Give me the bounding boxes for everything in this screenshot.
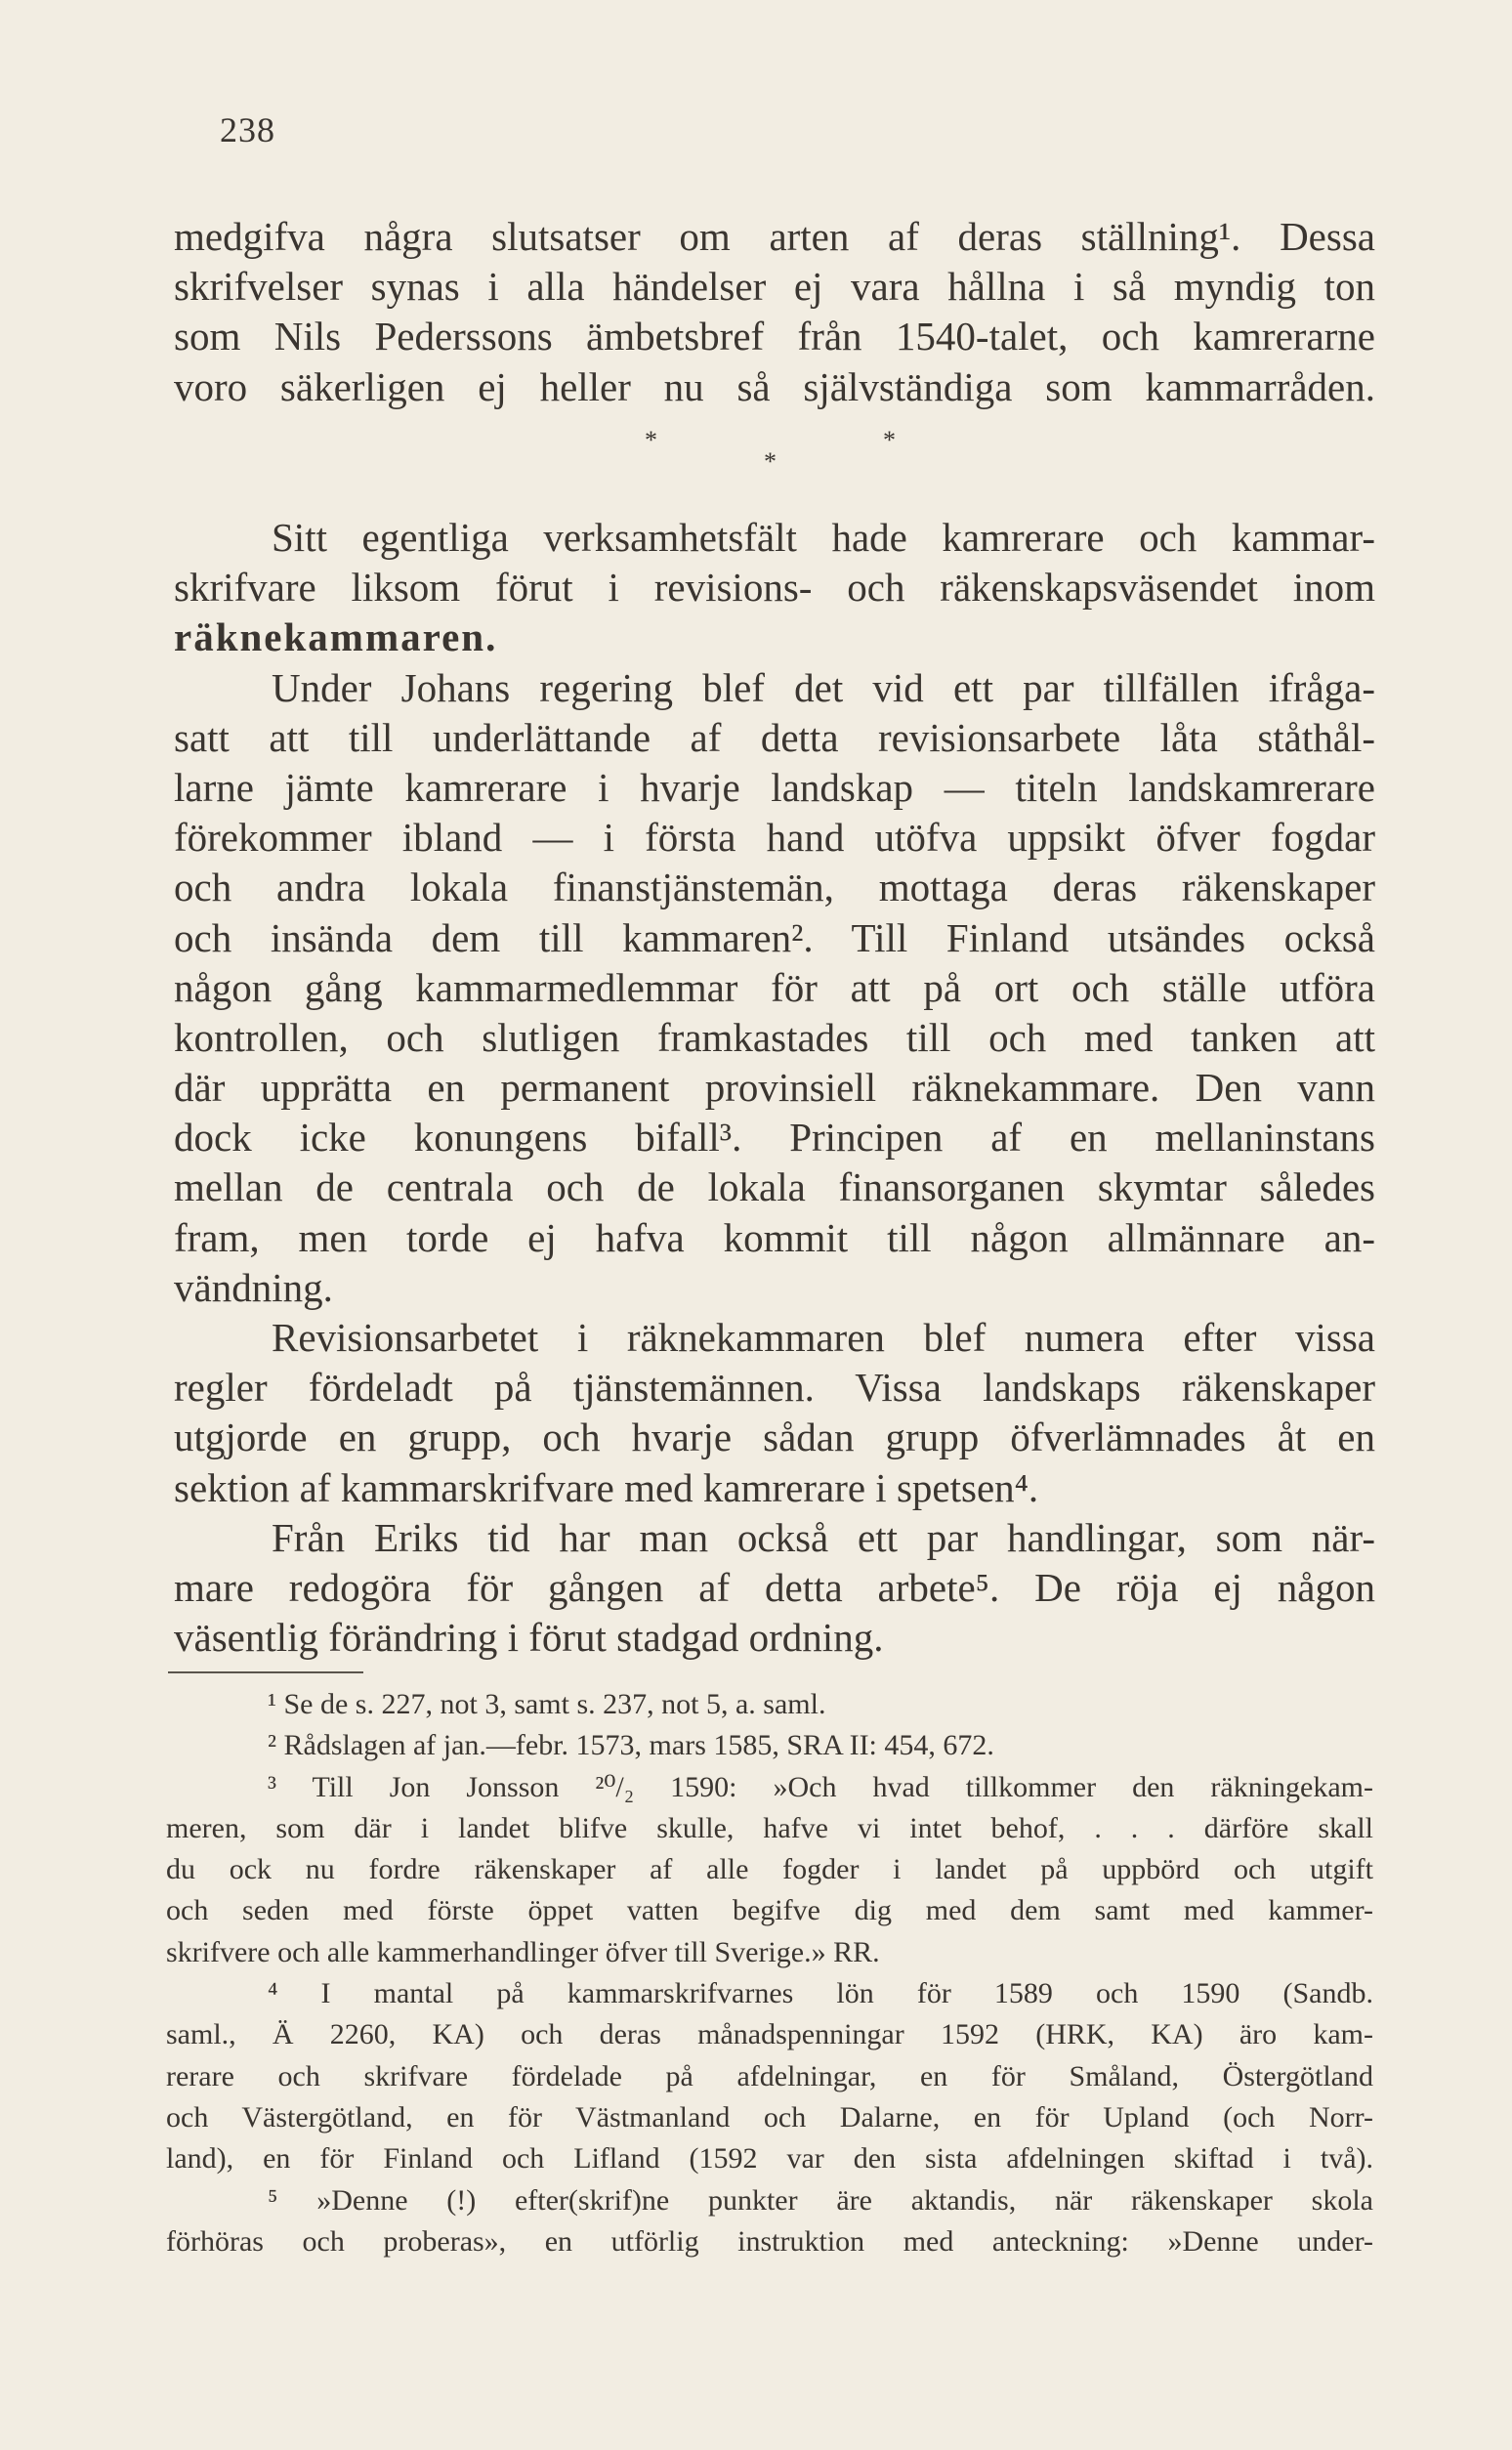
footnote-line: du ock nu fordre räkenskaper af alle fogder i landet på uppbörd och utgift bbox=[166, 1853, 1373, 1886]
text-line: larne jämte kamrerare i hvarje landskap — titeln landskamrerare bbox=[174, 764, 1375, 810]
footnote-line: meren, som där i landet blifve skulle, hafve vi intet behof, . . . därföre skall bbox=[166, 1811, 1373, 1844]
text-line: mellan de centrala och de lokala finansorganen skymtar således bbox=[174, 1164, 1375, 1210]
footnote-line: ⁵ »Denne (!) efter(skrif)ne punkter äre aktandis, när räkenskaper skola bbox=[268, 2183, 1373, 2217]
footnote-line: ⁴ I mantal på kammarskrifvarnes lön för 1589 och 1590 (Sandb. bbox=[268, 1977, 1373, 2010]
text-line: Sitt egentliga verksamhetsfält hade kamrerare och kammar- bbox=[272, 515, 1375, 560]
text-line: där upprätta en permanent provinsiell räknekammare. Den vann bbox=[174, 1065, 1375, 1111]
main-text-block-1 bbox=[174, 212, 1375, 412]
section-break-ornament bbox=[0, 426, 1512, 494]
text-line: och andra lokala finanstjänstemän, mottaga deras räkenskaper bbox=[174, 865, 1375, 910]
text-line: Från Eriks tid har man också ett par handlingar, som när- bbox=[272, 1514, 1375, 1560]
footnote-line: ³ Till Jon Jonsson ²⁰/₂ 1590: »Och hvad tillkommer den räkningekam- bbox=[268, 1770, 1373, 1803]
footnote-line: och Västergötland, en för Västmanland och Dalarne, en för Upland (och Norr- bbox=[166, 2100, 1373, 2133]
text-line: någon gång kammarmedlemmar för att på ort och ställe utföra bbox=[174, 964, 1375, 1010]
text-line: skrifvare liksom förut i revisions- och räkenskapsväsendet inom bbox=[174, 565, 1375, 611]
asterisk-icon: * bbox=[764, 447, 777, 476]
footnotes bbox=[166, 1684, 1373, 2262]
footnote-line: och seden med förste öppet vatten begifve dig med dem samt med kammer- bbox=[166, 1894, 1373, 1927]
text-line: satt att till underlättande af detta revisionsarbete låta ståthål- bbox=[174, 714, 1375, 760]
footnote-line: förhöras och proberas», en utförlig instruktion med anteckning: »Denne under- bbox=[166, 2224, 1373, 2258]
main-text-block-2 bbox=[174, 513, 1375, 1663]
text-line: sektion af kammarskrifvare med kamrerare i spetsen⁴. bbox=[174, 1464, 1039, 1510]
footnote-line: saml., Ä 2260, KA) och deras månadspenningar 1592 (HRK, KA) äro kam- bbox=[166, 2018, 1373, 2051]
text-line: räknekammaren. bbox=[174, 614, 498, 660]
text-line: och insända dem till kammaren². Till Finland utsändes också bbox=[174, 914, 1375, 960]
text-line: voro säkerligen ej heller nu så självständiga som kammarråden. bbox=[174, 363, 1375, 409]
text-line: medgifva några slutsatser om arten af deras ställning¹. Dessa bbox=[174, 214, 1375, 259]
text-line: förekommer ibland — i första hand utöfva uppsikt öfver fogdar bbox=[174, 815, 1375, 861]
footnote-line: land), en för Finland och Lifland (1592 var den sista afdelningen skiftad i två). bbox=[166, 2142, 1373, 2175]
footnote-line: rerare och skrifvare fördelade på afdelningar, en för Småland, Östergötland bbox=[166, 2059, 1373, 2092]
footnote-line: ¹ Se de s. 227, not 3, samt s. 237, not 5, a. saml. bbox=[268, 1688, 826, 1720]
text-line: dock icke konungens bifall³. Principen af en mellaninstans bbox=[174, 1115, 1375, 1161]
footnote-divider bbox=[168, 1671, 363, 1673]
footnote-line: ² Rådslagen af jan.—febr. 1573, mars 1585, SRA II: 454, 672. bbox=[268, 1729, 994, 1762]
text-line: Under Johans regering blef det vid ett par tillfällen ifråga- bbox=[272, 664, 1375, 710]
text-line: Revisionsarbetet i räknekammaren blef numera efter vissa bbox=[272, 1315, 1375, 1360]
text-line: fram, men torde ej hafva kommit till någon allmännare an- bbox=[174, 1214, 1375, 1260]
text-line: som Nils Pederssons ämbetsbref från 1540-talet, och kamrerarne bbox=[174, 314, 1375, 359]
text-line: kontrollen, och slutligen framkastades till och med tanken att bbox=[174, 1014, 1375, 1060]
text-line: mare redogöra för gången af detta arbete⁵. De röja ej någon bbox=[174, 1564, 1375, 1610]
text-line: skrifvelser synas i alla händelser ej vara hållna i så myndig ton bbox=[174, 264, 1375, 310]
text-line: utgjorde en grupp, och hvarje sådan grupp öfverlämnades åt en bbox=[174, 1415, 1375, 1460]
text-line: vändning. bbox=[174, 1264, 333, 1310]
text-line: regler fördeladt på tjänstemännen. Vissa landskaps räkenskaper bbox=[174, 1365, 1375, 1411]
footnote-line: skrifvere och alle kammerhandlinger öfver till Sverige.» RR. bbox=[166, 1935, 880, 1968]
page-number: 238 bbox=[220, 110, 275, 149]
text-line: väsentlig förändring i förut stadgad ordning. bbox=[174, 1615, 884, 1661]
asterisk-icon: * bbox=[883, 426, 896, 454]
asterisk-icon: * bbox=[645, 426, 657, 454]
